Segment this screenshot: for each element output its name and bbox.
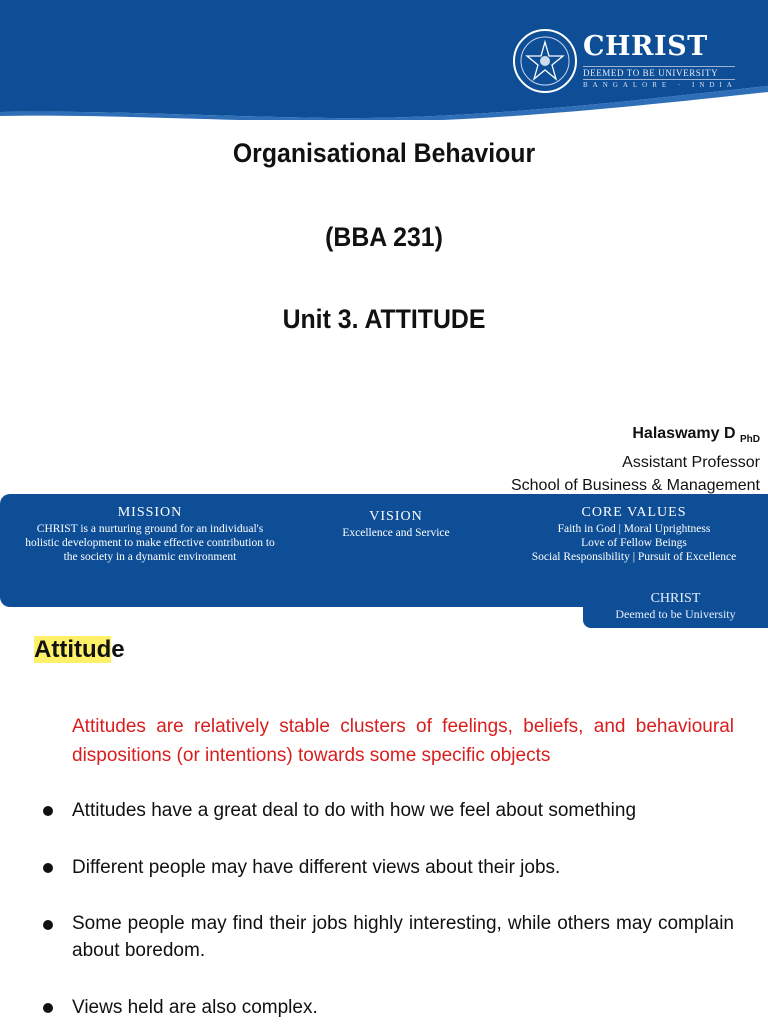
heading-highlighted: Attitud (34, 636, 112, 663)
brand-subtitle: DEEMED TO BE UNIVERSITY (583, 66, 735, 80)
unit-title: Unit 3. ATTITUDE (282, 304, 486, 334)
attitude-definition: Attitudes are relatively stable clusters of feelings, beliefs, and behavioural dispositions (or intentions) towards some specific objects (72, 716, 734, 766)
core-value-line: Social Responsibility | Pursuit of Excellence (531, 551, 737, 563)
bullet-dot-icon (43, 920, 53, 930)
brand-city: BANGALORE · INDIA (583, 81, 737, 89)
vision-text: Excellence and Service (342, 527, 450, 539)
heading-rest: e (111, 636, 125, 663)
mission-line: holistic development to make effective contribution to (25, 537, 275, 549)
list-item: Some people may find their jobs highly interesting, while others may complain about boredom. (72, 913, 734, 961)
list-item: Different people may have different views about their jobs. (72, 857, 561, 878)
vision-column (316, 508, 476, 540)
core-value-line: Love of Fellow Beings (581, 537, 687, 549)
university-seal-icon (512, 28, 578, 94)
course-title: Organisational Behaviour (232, 138, 536, 168)
bullet-dot-icon (43, 863, 53, 873)
core-value-line: Faith in God | Moral Uprightness (557, 523, 711, 535)
author-block (511, 422, 760, 497)
tab-brand: CHRIST (650, 591, 701, 606)
mission-line: the society in a dynamic environment (63, 551, 237, 563)
course-code: (BBA 231) (325, 222, 443, 252)
university-logo (512, 28, 742, 98)
mission-line: CHRIST is a nurturing ground for an individual's (36, 523, 264, 535)
list-item: Attitudes have a great deal to do with how we feel about something (72, 800, 637, 821)
list-item: Views held are also complex. (72, 997, 318, 1018)
tab-subtitle: Deemed to be University (615, 607, 736, 621)
mission-column (0, 504, 300, 564)
brand-name: CHRIST (583, 31, 708, 62)
author-degree: PhD (740, 434, 760, 446)
core-values-title: CORE VALUES (581, 505, 687, 520)
vision-title: VISION (369, 509, 423, 524)
author-school: School of Business & Management (510, 477, 760, 495)
mission-title: MISSION (117, 505, 183, 520)
university-tab (583, 586, 768, 628)
bullet-dot-icon (43, 1003, 53, 1013)
author-designation: Assistant Professor (622, 454, 760, 472)
author-name: Halaswamy D (632, 425, 736, 442)
section-heading (34, 636, 125, 664)
bullet-dot-icon (43, 806, 53, 816)
core-values-column (510, 504, 758, 564)
